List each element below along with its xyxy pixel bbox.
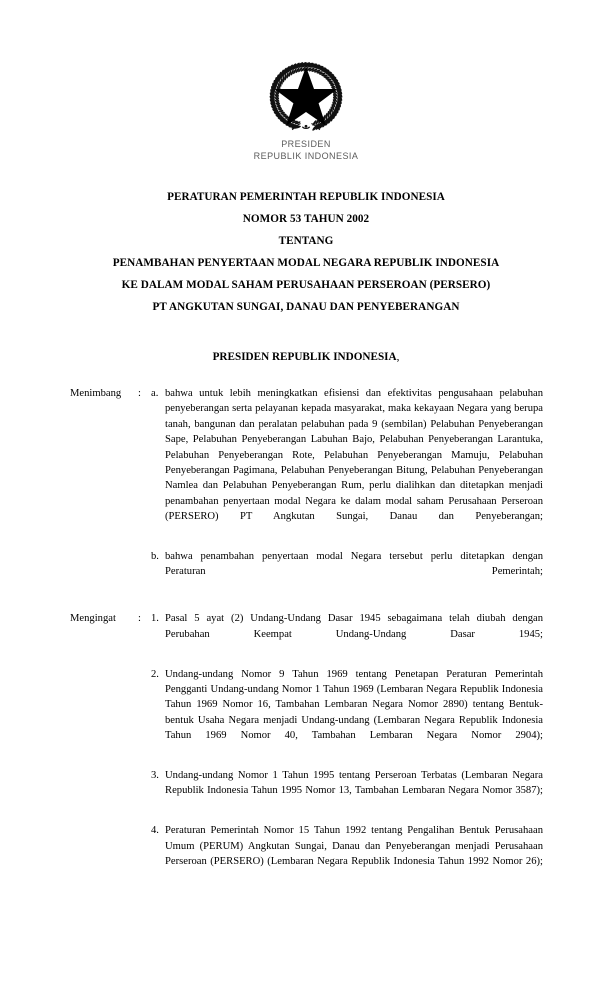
clause-label-menimbang: Menimbang [70,388,122,399]
clause-marker: a. [151,388,159,399]
title-line-subject-2: KE DALAM MODAL SAHAM PERUSAHAAN PERSEROAN (PERSERO) [121,279,491,291]
title-line-regulation: PERATURAN PEMERINTAH REPUBLIK INDONESIA [167,191,445,203]
indonesia-presidential-seal-icon [0,52,612,134]
clause-item [70,611,543,657]
title-line-subject-1: PENAMBAHAN PENYERTAAN MODAL NEGARA REPUBLIK INDONESIA [112,257,500,269]
clause-text: bahwa penambahan penyertaan modal Negara tersebut perlu ditetapkan dengan Peraturan Pemerintah; [165,551,543,578]
clause-marker: b. [151,551,159,563]
clause-marker: 1. [151,613,159,625]
clause-item [70,823,543,885]
seal-caption-line2: REPUBLIK INDONESIA [253,150,359,161]
clause-colon: : [138,613,141,625]
title-line-subject-3: PT ANGKUTAN SUNGAI, DANAU DAN PENYEBERANGAN [152,301,460,313]
clause-text: Undang-undang Nomor 1 Tahun 1995 tentang Perseroan Terbatas (Lembaran Negara Republik Indonesia Tahun 1995 Nomor 13, Tambahan Lembaran Negara Nomor 3587); [165,769,543,797]
clause-group-mengingat [70,611,543,885]
clause-colon: : [138,388,141,399]
clause-marker: 3. [151,769,159,781]
document-title-block [0,186,612,318]
clause-text: Undang-undang Nomor 9 Tahun 1969 tentang Penetapan Peraturan Pemerintah Pengganti Undang-undang Nomor 1 Tahun 1969 (Lembaran Negara Republik Indonesia Tahun 1969 Nomor 16, Tambahan Lembaran Negara Nomor 2890) tentang Bentuk-bentuk Usaha Negara menjadi Undang-undang (Lembaran Negara Republik Indonesia Tahun 1969 Nomor 40, Tambahan Lembaran Negara Nomor 2904); [165,668,543,742]
clause-text: bahwa untuk lebih meningkatkan efisiensi dan efektivitas pengusahaan pelabuhan penyeberangan serta pelayanan kepada masyarakat, maka kekayaan Negara yang berupa tanah, bangunan dan peralatan pelabuhan pada 9 (sembilan) Pelabuhan Penyeberangan Sape, Pelabuhan Penyeberangan Labuhan Bajo, Pelabuhan Penyeberangan Larantuka, Pelabuhan Penyeberangan Rote, Pelabuhan Penyeberangan Mamuju, Pelabuhan Penyeberangan Pagimana, Pelabuhan Penyeberangan Bitung, Pelabuhan Penyeberangan Namlea dan Pelabuhan Penyeberangan Rum, perlu dialihkan dan ditetapkan menjadi penambahan penyertaan modal Negara ke dalam modal saham Perusahaan Perseroan (PERSERO) PT Angkutan Sungai, Danau dan Penyeberangan; [165,388,543,523]
signatory-heading [0,349,612,365]
clause-item [70,768,543,814]
clause-item [70,549,543,595]
clause-group-menimbang [70,386,543,595]
clause-label-mengingat: Mengingat [70,613,116,625]
seal-caption-line1: PRESIDEN [281,139,331,149]
signatory-comma: , [396,351,400,363]
clause-marker: 4. [151,825,159,837]
signatory-name: PRESIDEN REPUBLIK INDONESIA [212,351,397,363]
clause-body [70,386,543,885]
presidential-seal-block [0,52,612,162]
title-line-number: NOMOR 53 TAHUN 2002 [242,213,370,225]
clause-text: Pasal 5 ayat (2) Undang-Undang Dasar 1945 sebagaimana telah diubah dengan Perubahan Keempat Undang-Undang Dasar 1945; [165,613,543,640]
clause-item [70,667,543,759]
clause-text: Peraturan Pemerintah Nomor 15 Tahun 1992 tentang Pengalihan Bentuk Perusahaan Umum (PERUM) Angkutan Sungai, Danau dan Penyeberangan menjadi Perusahaan Perseroan (PERSERO) (Lembaran Negara Republik Indonesia Tahun 1992 Nomor 26); [165,825,543,867]
title-line-about: TENTANG [278,235,334,247]
clause-marker: 2. [151,668,159,680]
seal-caption [0,139,612,162]
clause-item [70,386,543,540]
